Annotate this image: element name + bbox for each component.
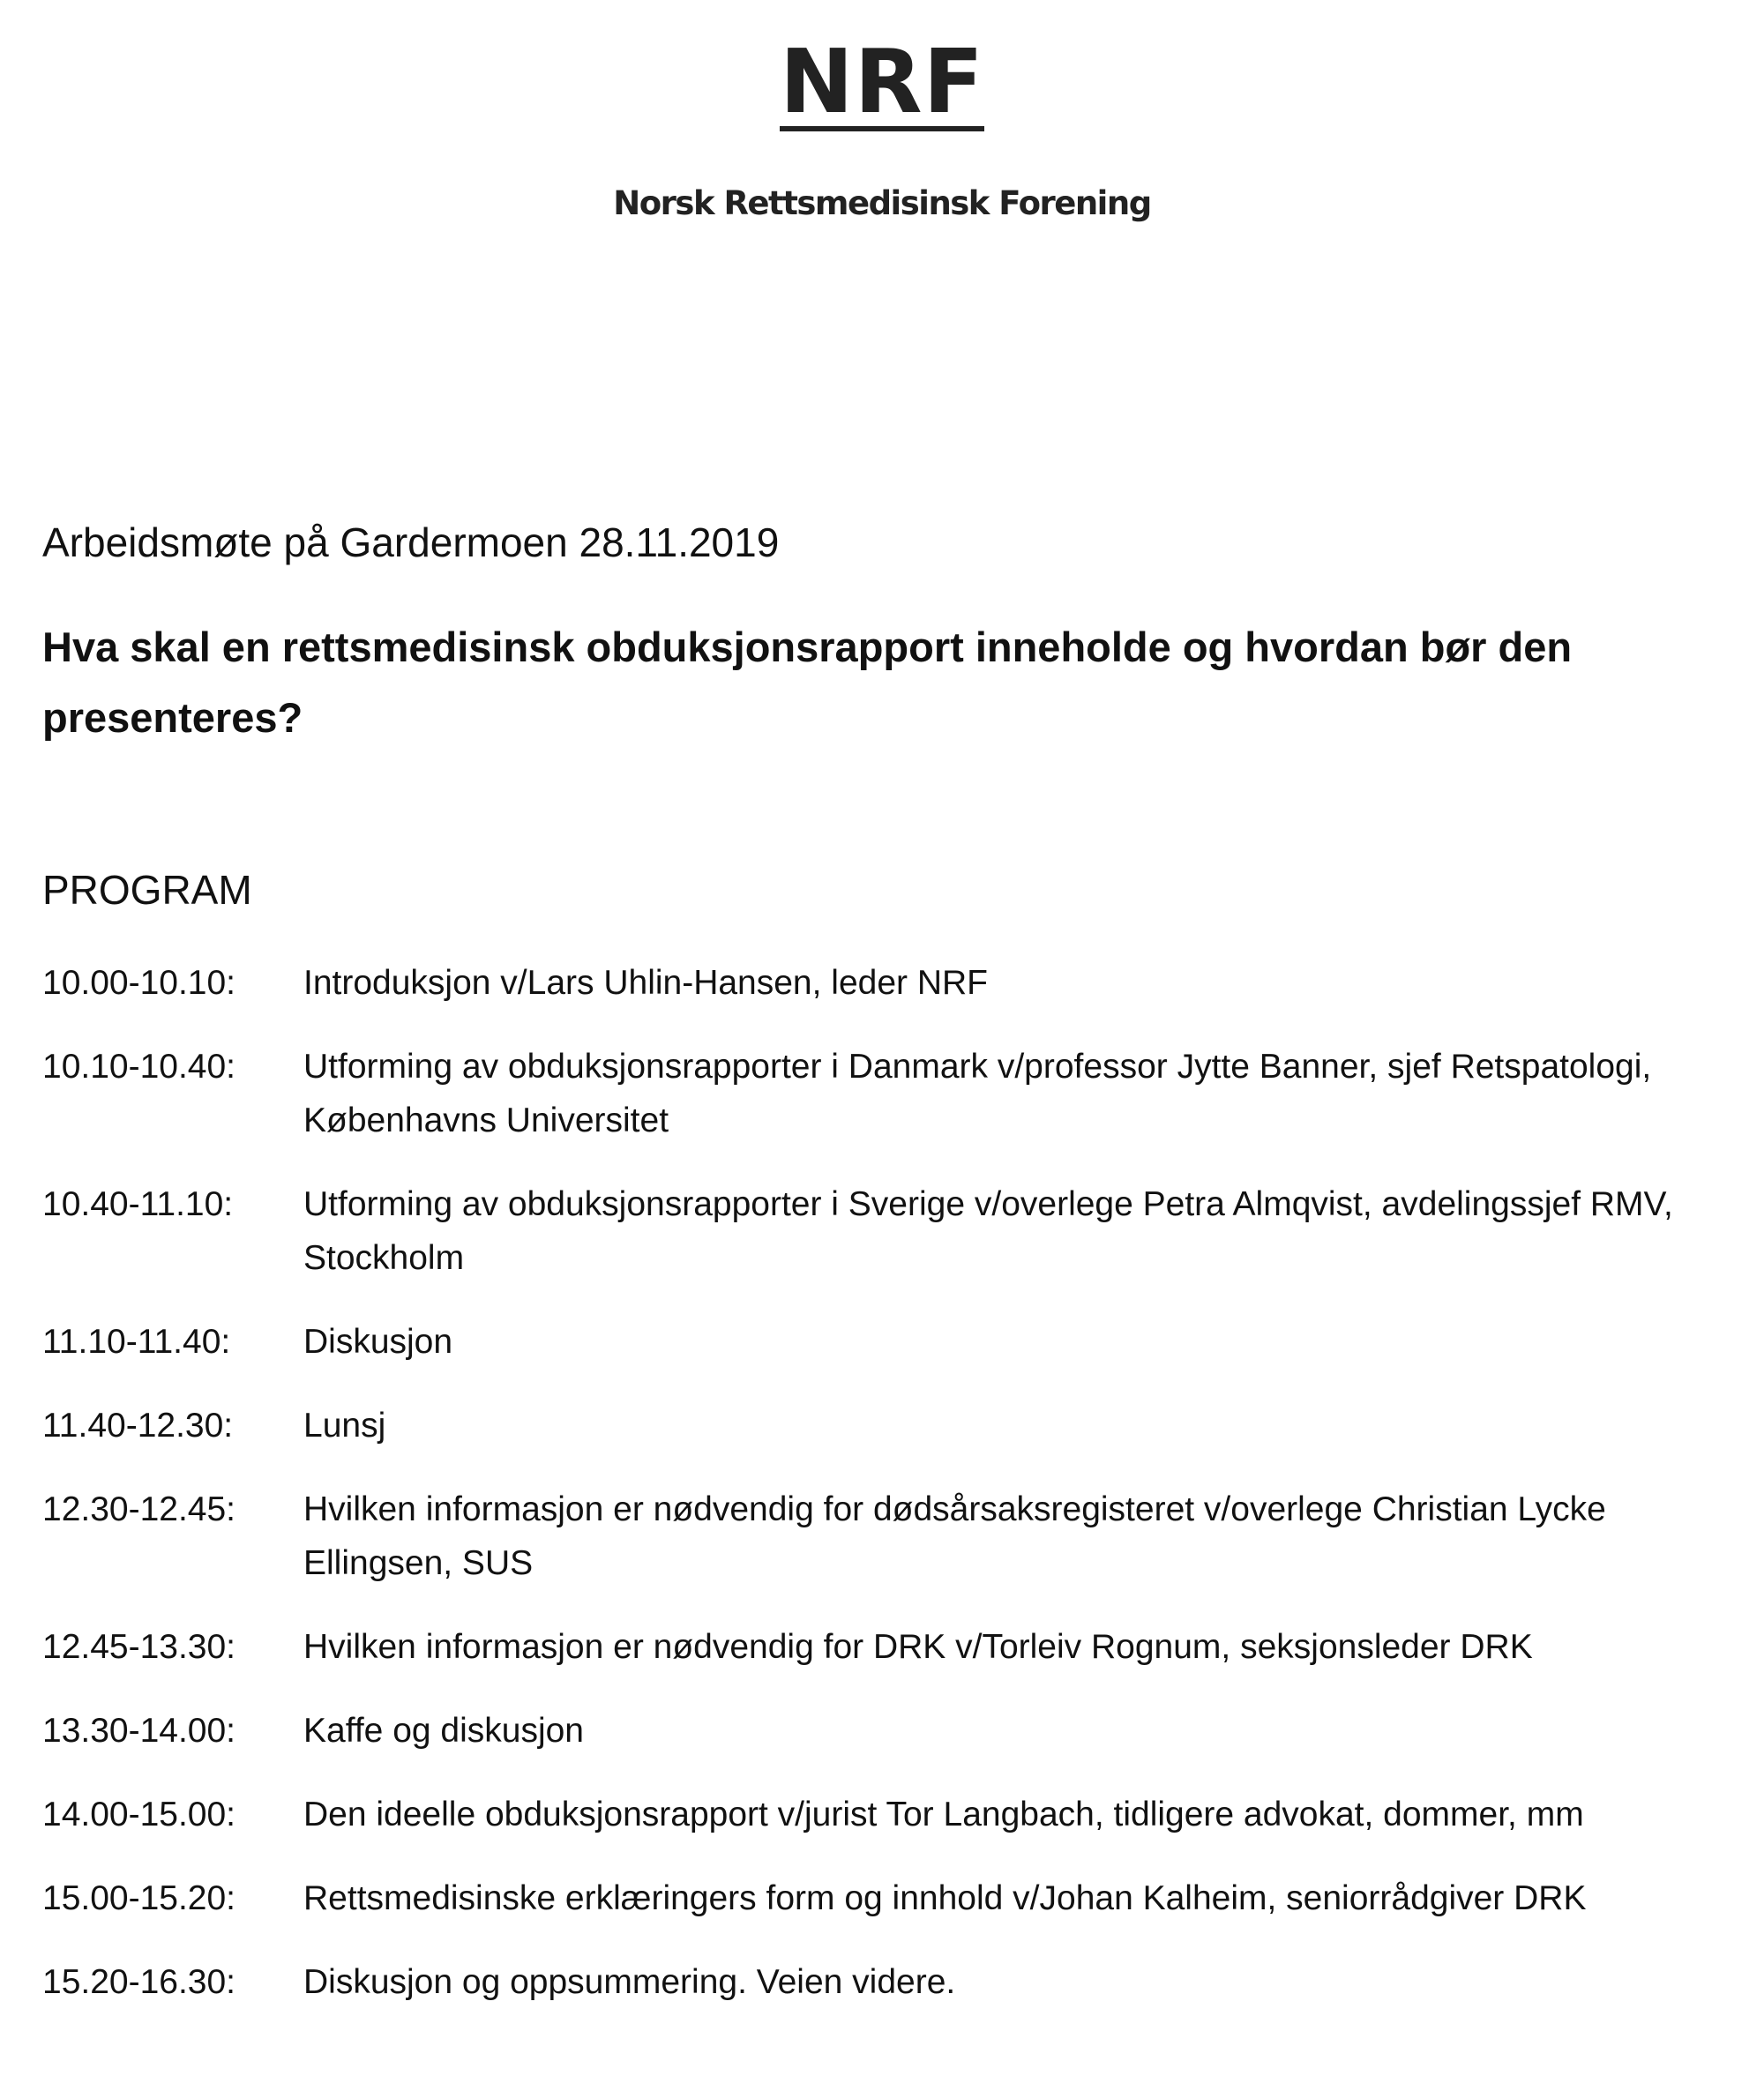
- agenda-item: [42, 1399, 1736, 1452]
- agenda-time: 10.00-10.10:: [42, 964, 236, 1002]
- logo: [0, 30, 1764, 134]
- agenda-time: 13.30-14.00:: [42, 1712, 236, 1750]
- agenda-item: [42, 1315, 1736, 1369]
- agenda-description: Kaffe og diskusjon: [303, 1712, 584, 1750]
- agenda-description: Utforming av obduksjonsrapporter i Sverige v/overlege Petra Almqvist, avdelingssjef RMV, Stockholm: [303, 1185, 1673, 1277]
- logo-text: NRF: [779, 30, 984, 133]
- agenda-description: Utforming av obduksjonsrapporter i Danmark v/professor Jytte Banner, sjef Retspatologi, Københavns Universitet: [303, 1048, 1652, 1139]
- agenda-description: Hvilken informasjon er nødvendig for DRK v/Torleiv Rognum, seksjonsleder DRK: [303, 1628, 1533, 1666]
- agenda-time: 11.10-11.40:: [42, 1323, 231, 1361]
- agenda-description: Hvilken informasjon er nødvendig for dødsårsaksregisteret v/overlege Christian Lycke Ellingsen, SUS: [303, 1490, 1606, 1582]
- agenda-item: [42, 956, 1736, 1010]
- agenda-item: [42, 1040, 1736, 1147]
- agenda-item: [42, 1620, 1736, 1674]
- meeting-question: Hva skal en rettsmedisinsk obduksjonsrapport inneholde og hvordan bør den presenteres?: [42, 624, 1573, 741]
- agenda-time: 15.20-16.30:: [42, 1963, 236, 2001]
- meeting-title: Arbeidsmøte på Gardermoen 28.11.2019: [42, 519, 780, 565]
- agenda-description: Den ideelle obduksjonsrapport v/jurist Tor Langbach, tidligere advokat, dommer, mm: [303, 1796, 1584, 1833]
- agenda-time: 15.00-15.20:: [42, 1879, 236, 1917]
- agenda-item: [42, 1871, 1736, 1925]
- agenda-time: 11.40-12.30:: [42, 1407, 234, 1445]
- agenda-time: 12.30-12.45:: [42, 1490, 236, 1528]
- agenda-item: [42, 1955, 1736, 2009]
- agenda-time: 10.40-11.10:: [42, 1185, 234, 1223]
- agenda-time: 14.00-15.00:: [42, 1796, 236, 1833]
- agenda-description: Introduksjon v/Lars Uhlin-Hansen, leder NRF: [303, 964, 989, 1002]
- agenda-description: Diskusjon og oppsummering. Veien videre.: [303, 1963, 956, 2001]
- organization-name: Norsk Rettsmedisinsk Forening: [613, 184, 1151, 222]
- program-heading: PROGRAM: [42, 867, 252, 913]
- agenda-description: Diskusjon: [303, 1323, 453, 1361]
- agenda-description: Rettsmedisinske erklæringers form og innhold v/Johan Kalheim, seniorrådgiver DRK: [303, 1879, 1587, 1917]
- agenda-item: [42, 1482, 1736, 1590]
- agenda-list: [42, 956, 1736, 2039]
- agenda-item: [42, 1788, 1736, 1841]
- agenda-description: Lunsj: [303, 1407, 386, 1445]
- agenda-time: 10.10-10.40:: [42, 1048, 236, 1086]
- agenda-item: [42, 1177, 1736, 1285]
- agenda-item: [42, 1704, 1736, 1758]
- agenda-time: 12.45-13.30:: [42, 1628, 236, 1666]
